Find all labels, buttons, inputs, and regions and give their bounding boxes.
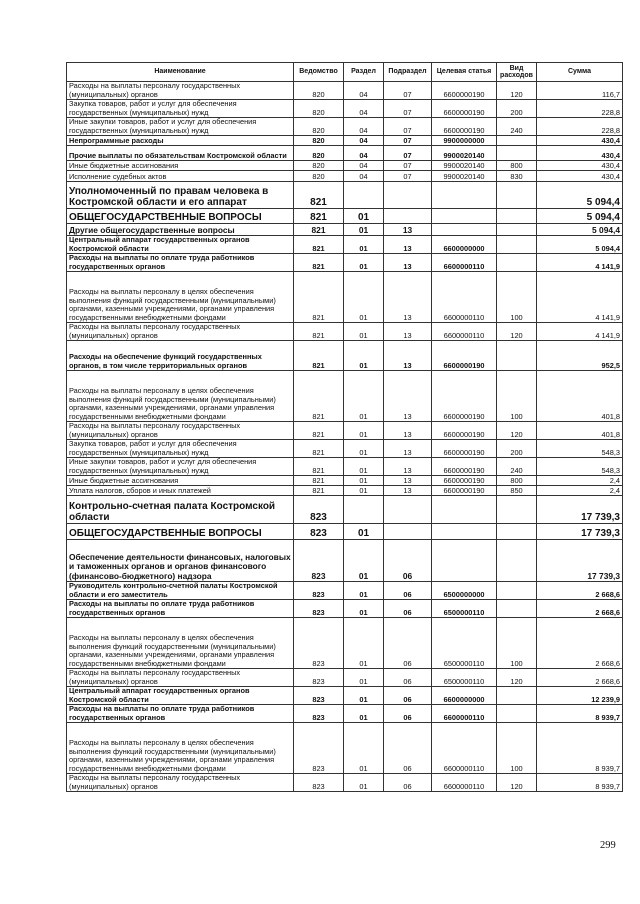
cell-target-article: 9900020140: [432, 171, 497, 182]
cell-department: 823: [294, 618, 344, 669]
cell-expense-type: [497, 524, 537, 540]
cell-department: 821: [294, 458, 344, 476]
cell-name: ОБЩЕГОСУДАРСТВЕННЫЕ ВОПРОСЫ: [67, 524, 294, 540]
table-row: [67, 323, 623, 341]
cell-expense-type: [497, 540, 537, 582]
cell-subsection: 13: [384, 323, 432, 341]
cell-subsection: 13: [384, 224, 432, 236]
cell-subsection: [384, 209, 432, 224]
cell-name: Прочие выплаты по обязательствам Костромской области: [67, 146, 294, 161]
cell-section: 01: [344, 540, 384, 582]
cell-amount: 5 094,4: [537, 224, 623, 236]
cell-amount: 401,8: [537, 422, 623, 440]
cell-department: 820: [294, 82, 344, 100]
cell-department: 823: [294, 774, 344, 792]
cell-name: Расходы на выплаты персоналу государственных (муниципальных) органов: [67, 669, 294, 687]
cell-amount: 430,4: [537, 146, 623, 161]
cell-expense-type: 100: [497, 723, 537, 774]
cell-subsection: 07: [384, 171, 432, 182]
cell-amount: 2,4: [537, 476, 623, 486]
cell-section: 01: [344, 371, 384, 422]
cell-expense-type: [497, 236, 537, 254]
header-target-article: Целевая статья: [432, 63, 497, 82]
table-row: [67, 100, 623, 118]
cell-target-article: 6500000000: [432, 582, 497, 600]
cell-name: Исполнение судебных актов: [67, 171, 294, 182]
cell-name: Центральный аппарат государственных органов Костромской области: [67, 687, 294, 705]
header-section: Раздел: [344, 63, 384, 82]
table-row: [67, 618, 623, 669]
cell-expense-type: [497, 341, 537, 371]
cell-target-article: 6600000190: [432, 82, 497, 100]
table-row: [67, 341, 623, 371]
cell-department: 821: [294, 182, 344, 209]
cell-subsection: 06: [384, 723, 432, 774]
cell-amount: 228,8: [537, 118, 623, 136]
cell-section: 01: [344, 476, 384, 486]
cell-target-article: 6600000190: [432, 371, 497, 422]
table-header-row: [67, 63, 623, 82]
cell-subsection: 13: [384, 254, 432, 272]
table-row: [67, 146, 623, 161]
cell-target-article: 6600000000: [432, 236, 497, 254]
cell-name: Расходы на выплаты персоналу государственных (муниципальных) органов: [67, 82, 294, 100]
cell-section: 01: [344, 272, 384, 323]
cell-department: 821: [294, 486, 344, 496]
cell-expense-type: 120: [497, 422, 537, 440]
cell-expense-type: [497, 146, 537, 161]
cell-expense-type: 240: [497, 458, 537, 476]
table-row: [67, 82, 623, 100]
cell-department: 820: [294, 100, 344, 118]
cell-amount: 2 668,6: [537, 669, 623, 687]
budget-table: [66, 62, 623, 792]
cell-amount: 548,3: [537, 458, 623, 476]
cell-target-article: 9900000000: [432, 136, 497, 146]
cell-amount: 5 094,4: [537, 209, 623, 224]
cell-expense-type: [497, 182, 537, 209]
cell-target-article: 6500000110: [432, 618, 497, 669]
header-subsection: Подраздел: [384, 63, 432, 82]
cell-target-article: 6600000190: [432, 458, 497, 476]
cell-amount: 2 668,6: [537, 600, 623, 618]
cell-name: Контрольно-счетная палата Костромской области: [67, 496, 294, 524]
cell-expense-type: [497, 136, 537, 146]
cell-subsection: 13: [384, 422, 432, 440]
cell-subsection: 07: [384, 161, 432, 171]
cell-department: 820: [294, 118, 344, 136]
cell-section: 01: [344, 618, 384, 669]
cell-department: 820: [294, 161, 344, 171]
cell-name: Расходы на выплаты персоналу государственных (муниципальных) органов: [67, 422, 294, 440]
cell-name: Расходы на выплаты персоналу в целях обеспечения выполнения функций государственными (муниципальными) органами, казенными учреждениями, органами управления государственными внебюджетными фондами: [67, 723, 294, 774]
cell-expense-type: [497, 209, 537, 224]
cell-target-article: [432, 496, 497, 524]
cell-expense-type: [497, 496, 537, 524]
cell-department: 820: [294, 146, 344, 161]
cell-amount: 4 141,9: [537, 254, 623, 272]
cell-section: 04: [344, 136, 384, 146]
cell-section: 01: [344, 582, 384, 600]
cell-subsection: 07: [384, 82, 432, 100]
cell-target-article: [432, 524, 497, 540]
cell-section: 04: [344, 171, 384, 182]
cell-target-article: [432, 224, 497, 236]
cell-amount: 952,5: [537, 341, 623, 371]
cell-expense-type: 120: [497, 669, 537, 687]
cell-subsection: 06: [384, 600, 432, 618]
cell-expense-type: 120: [497, 323, 537, 341]
cell-department: 821: [294, 371, 344, 422]
table-row: [67, 687, 623, 705]
cell-department: 823: [294, 496, 344, 524]
cell-department: 823: [294, 600, 344, 618]
cell-name: Руководитель контрольно-счетной палаты Костромской области и его заместитель: [67, 582, 294, 600]
cell-department: 823: [294, 687, 344, 705]
cell-department: 821: [294, 272, 344, 323]
cell-section: 01: [344, 723, 384, 774]
cell-expense-type: 100: [497, 618, 537, 669]
cell-target-article: [432, 540, 497, 582]
table-row: [67, 136, 623, 146]
cell-subsection: [384, 182, 432, 209]
cell-amount: 228,8: [537, 100, 623, 118]
cell-department: 823: [294, 669, 344, 687]
cell-subsection: 07: [384, 146, 432, 161]
cell-department: 823: [294, 705, 344, 723]
cell-subsection: 13: [384, 486, 432, 496]
table-row: [67, 774, 623, 792]
cell-section: 01: [344, 705, 384, 723]
table-row: [67, 224, 623, 236]
cell-target-article: [432, 182, 497, 209]
cell-name: Расходы на выплаты персоналу государственных (муниципальных) органов: [67, 323, 294, 341]
table-row: [67, 118, 623, 136]
cell-subsection: [384, 524, 432, 540]
cell-section: 04: [344, 118, 384, 136]
cell-amount: 5 094,4: [537, 236, 623, 254]
cell-target-article: 6600000110: [432, 705, 497, 723]
cell-target-article: 6600000000: [432, 687, 497, 705]
cell-expense-type: [497, 687, 537, 705]
cell-name: Иные бюджетные ассигнования: [67, 476, 294, 486]
cell-amount: 8 939,7: [537, 774, 623, 792]
cell-expense-type: 100: [497, 371, 537, 422]
table-row: [67, 272, 623, 323]
cell-amount: 17 739,3: [537, 496, 623, 524]
cell-target-article: 6600000190: [432, 341, 497, 371]
cell-amount: 12 239,9: [537, 687, 623, 705]
cell-amount: 8 939,7: [537, 723, 623, 774]
table-row: [67, 236, 623, 254]
cell-name: Расходы на выплаты по оплате труда работников государственных органов: [67, 254, 294, 272]
table-row: [67, 540, 623, 582]
cell-subsection: 06: [384, 774, 432, 792]
cell-expense-type: 120: [497, 82, 537, 100]
cell-department: 821: [294, 440, 344, 458]
cell-section: 04: [344, 146, 384, 161]
cell-target-article: 6500000110: [432, 669, 497, 687]
cell-department: 821: [294, 341, 344, 371]
cell-department: 823: [294, 723, 344, 774]
cell-name: Расходы на выплаты персоналу в целях обеспечения выполнения функций государственными (муниципальными) органами, казенными учреждениями, органами управления государственными внебюджетными фондами: [67, 618, 294, 669]
cell-subsection: 06: [384, 582, 432, 600]
cell-subsection: 13: [384, 458, 432, 476]
cell-expense-type: 800: [497, 161, 537, 171]
cell-target-article: 6600000110: [432, 254, 497, 272]
cell-amount: 2,4: [537, 486, 623, 496]
cell-name: ОБЩЕГОСУДАРСТВЕННЫЕ ВОПРОСЫ: [67, 209, 294, 224]
cell-subsection: 06: [384, 705, 432, 723]
table-row: [67, 458, 623, 476]
cell-expense-type: [497, 582, 537, 600]
cell-subsection: 07: [384, 118, 432, 136]
table-row: [67, 524, 623, 540]
cell-name: Расходы на обеспечение функций государственных органов, в том числе территориальных органов: [67, 341, 294, 371]
cell-subsection: 07: [384, 100, 432, 118]
cell-section: 01: [344, 341, 384, 371]
cell-target-article: 6600000110: [432, 723, 497, 774]
cell-name: Расходы на выплаты по оплате труда работников государственных органов: [67, 600, 294, 618]
table-row: [67, 371, 623, 422]
table-row: [67, 440, 623, 458]
table-row: [67, 161, 623, 171]
cell-expense-type: [497, 254, 537, 272]
cell-name: Расходы на выплаты персоналу государственных (муниципальных) органов: [67, 774, 294, 792]
cell-subsection: 13: [384, 476, 432, 486]
table-body: [67, 82, 623, 792]
cell-name: Иные закупки товаров, работ и услуг для обеспечения государственных (муниципальных) нужд: [67, 458, 294, 476]
table-row: [67, 476, 623, 486]
cell-target-article: 9900020140: [432, 161, 497, 171]
cell-target-article: 6600000110: [432, 272, 497, 323]
cell-section: 01: [344, 458, 384, 476]
cell-target-article: 6600000110: [432, 323, 497, 341]
cell-target-article: 6600000110: [432, 774, 497, 792]
cell-department: 821: [294, 236, 344, 254]
cell-expense-type: [497, 705, 537, 723]
cell-expense-type: 850: [497, 486, 537, 496]
cell-section: 04: [344, 161, 384, 171]
table-row: [67, 705, 623, 723]
table-row: [67, 582, 623, 600]
cell-department: 821: [294, 476, 344, 486]
cell-name: Центральный аппарат государственных органов Костромской области: [67, 236, 294, 254]
cell-name: Другие общегосударственные вопросы: [67, 224, 294, 236]
cell-amount: 430,4: [537, 161, 623, 171]
page-number: 299: [600, 840, 616, 851]
table-row: [67, 496, 623, 524]
table-row: [67, 422, 623, 440]
cell-subsection: 07: [384, 136, 432, 146]
cell-section: 01: [344, 486, 384, 496]
cell-target-article: 6600000190: [432, 118, 497, 136]
table-row: [67, 254, 623, 272]
cell-amount: 430,4: [537, 136, 623, 146]
cell-department: 820: [294, 136, 344, 146]
cell-amount: 2 668,6: [537, 618, 623, 669]
table-row: [67, 723, 623, 774]
cell-amount: 548,3: [537, 440, 623, 458]
cell-department: 821: [294, 209, 344, 224]
cell-amount: 5 094,4: [537, 182, 623, 209]
cell-amount: 2 668,6: [537, 582, 623, 600]
cell-subsection: 06: [384, 669, 432, 687]
cell-name: Иные закупки товаров, работ и услуг для обеспечения государственных (муниципальных) нужд: [67, 118, 294, 136]
cell-section: 01: [344, 236, 384, 254]
cell-amount: 401,8: [537, 371, 623, 422]
table-row: [67, 209, 623, 224]
cell-amount: 4 141,9: [537, 323, 623, 341]
header-department: Ведомство: [294, 63, 344, 82]
cell-name: Расходы на выплаты персоналу в целях обеспечения выполнения функций государственными (муниципальными) органами, казенными учреждениями, органами управления государственными внебюджетными фондами: [67, 371, 294, 422]
cell-expense-type: 100: [497, 272, 537, 323]
cell-target-article: 6600000190: [432, 422, 497, 440]
cell-amount: 17 739,3: [537, 540, 623, 582]
cell-target-article: 9900020140: [432, 146, 497, 161]
table-row: [67, 600, 623, 618]
cell-target-article: [432, 209, 497, 224]
cell-expense-type: [497, 600, 537, 618]
cell-target-article: 6600000190: [432, 100, 497, 118]
cell-amount: 430,4: [537, 171, 623, 182]
cell-expense-type: 200: [497, 100, 537, 118]
cell-section: 01: [344, 600, 384, 618]
header-name: Наименование: [67, 63, 294, 82]
cell-name: Закупка товаров, работ и услуг для обеспечения государственных (муниципальных) нужд: [67, 440, 294, 458]
cell-department: 823: [294, 540, 344, 582]
cell-section: 01: [344, 422, 384, 440]
cell-name: Иные бюджетные ассигнования: [67, 161, 294, 171]
cell-section: 01: [344, 323, 384, 341]
cell-subsection: 13: [384, 272, 432, 323]
cell-target-article: 6500000110: [432, 600, 497, 618]
cell-department: 823: [294, 524, 344, 540]
cell-section: 01: [344, 224, 384, 236]
cell-section: 01: [344, 254, 384, 272]
cell-section: 04: [344, 100, 384, 118]
header-amount: Сумма: [537, 63, 623, 82]
cell-section: 01: [344, 440, 384, 458]
cell-name: Расходы на выплаты персоналу в целях обеспечения выполнения функций государственными (муниципальными) органами, казенными учреждениями, органами управления государственными внебюджетными фондами: [67, 272, 294, 323]
cell-section: 01: [344, 524, 384, 540]
cell-expense-type: 200: [497, 440, 537, 458]
cell-subsection: 13: [384, 236, 432, 254]
cell-expense-type: 800: [497, 476, 537, 486]
cell-department: 821: [294, 422, 344, 440]
cell-department: 821: [294, 224, 344, 236]
cell-expense-type: 830: [497, 171, 537, 182]
cell-section: 01: [344, 209, 384, 224]
table-row: [67, 182, 623, 209]
table-row: [67, 669, 623, 687]
cell-subsection: 13: [384, 371, 432, 422]
cell-department: 821: [294, 323, 344, 341]
cell-department: 820: [294, 171, 344, 182]
cell-name: Закупка товаров, работ и услуг для обеспечения государственных (муниципальных) нужд: [67, 100, 294, 118]
cell-amount: 8 939,7: [537, 705, 623, 723]
cell-target-article: 6600000190: [432, 486, 497, 496]
cell-subsection: 06: [384, 618, 432, 669]
cell-expense-type: 120: [497, 774, 537, 792]
cell-section: 01: [344, 687, 384, 705]
cell-subsection: 06: [384, 687, 432, 705]
cell-section: [344, 496, 384, 524]
cell-amount: 17 739,3: [537, 524, 623, 540]
cell-department: 823: [294, 582, 344, 600]
cell-target-article: 6600000190: [432, 440, 497, 458]
cell-target-article: 6600000190: [432, 476, 497, 486]
cell-section: 04: [344, 82, 384, 100]
cell-expense-type: [497, 224, 537, 236]
cell-amount: 116,7: [537, 82, 623, 100]
cell-expense-type: 240: [497, 118, 537, 136]
header-expense-type: Вид расходов: [497, 63, 537, 82]
cell-name: Обеспечение деятельности финансовых, налоговых и таможенных органов и органов финансового (финансово-бюджетного) надзора: [67, 540, 294, 582]
cell-department: 821: [294, 254, 344, 272]
cell-subsection: 06: [384, 540, 432, 582]
cell-subsection: [384, 496, 432, 524]
cell-amount: 4 141,9: [537, 272, 623, 323]
cell-subsection: 13: [384, 440, 432, 458]
cell-name: Непрограммные расходы: [67, 136, 294, 146]
cell-name: Расходы на выплаты по оплате труда работников государственных органов: [67, 705, 294, 723]
cell-name: Уполномоченный по правам человека в Костромской области и его аппарат: [67, 182, 294, 209]
cell-section: 01: [344, 774, 384, 792]
cell-section: 01: [344, 669, 384, 687]
cell-subsection: 13: [384, 341, 432, 371]
table-row: [67, 171, 623, 182]
cell-section: [344, 182, 384, 209]
cell-name: Уплата налогов, сборов и иных платежей: [67, 486, 294, 496]
table-row: [67, 486, 623, 496]
